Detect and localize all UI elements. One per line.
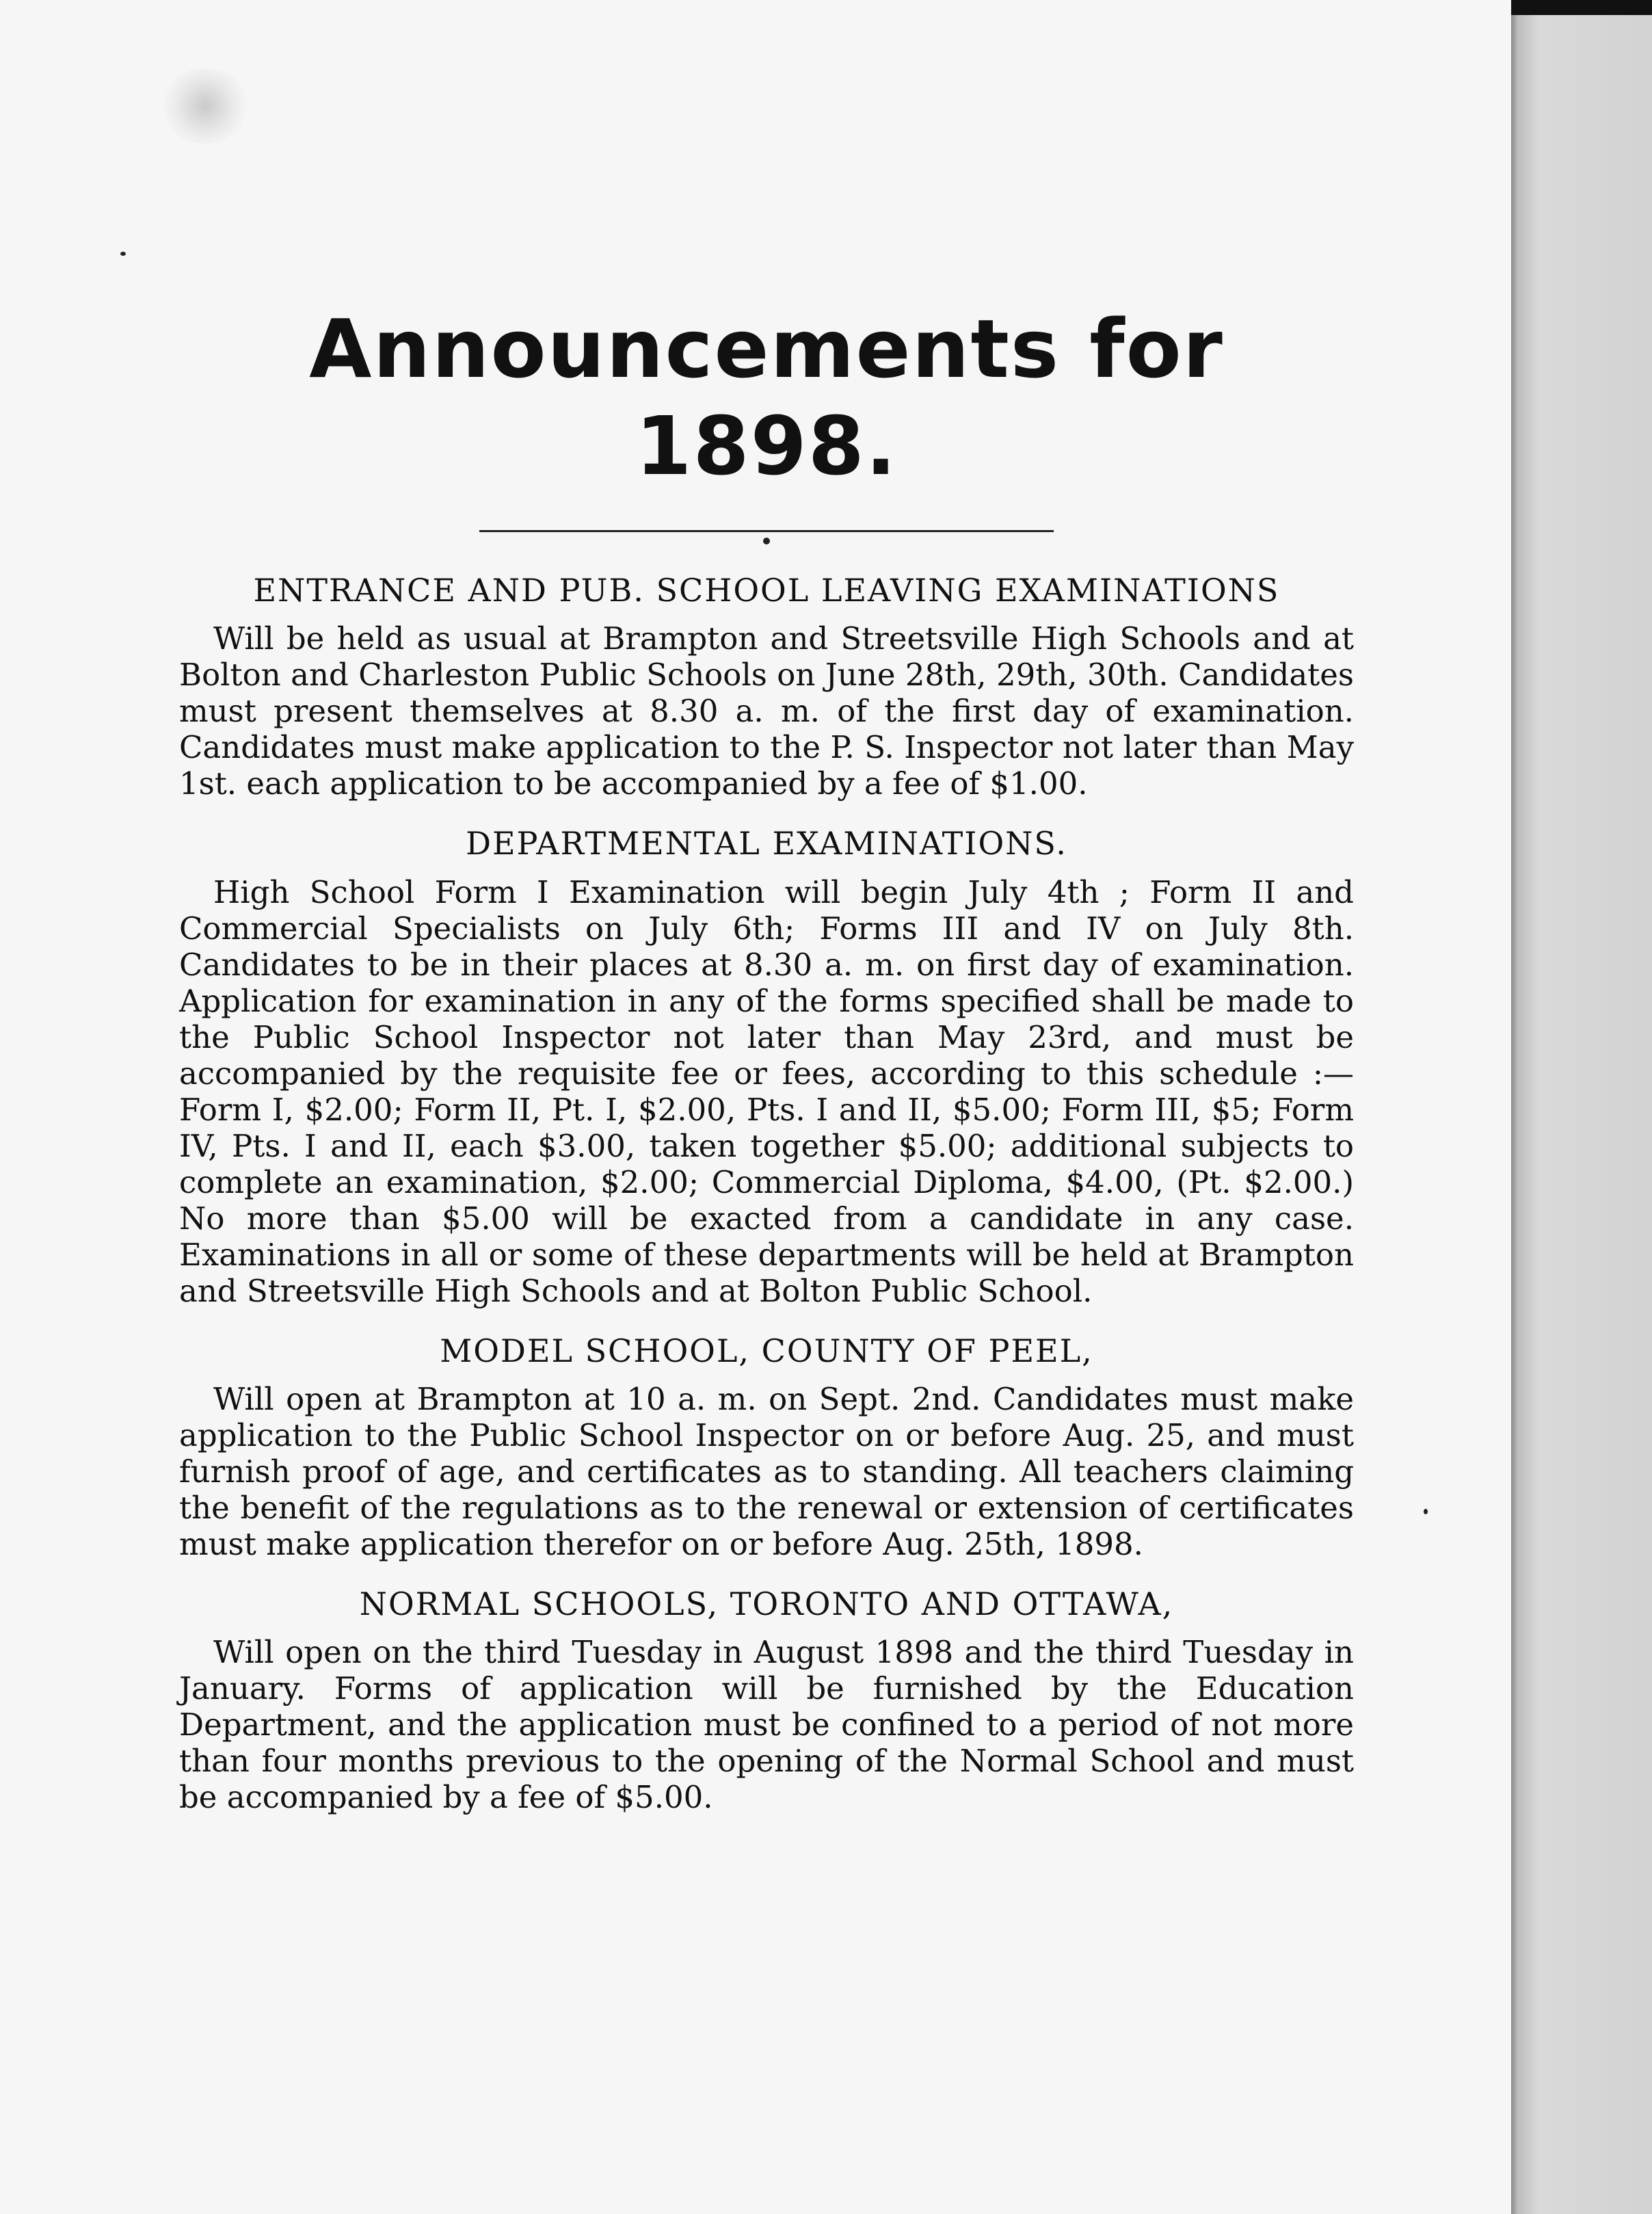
- section-body: High School Form I Examination will begin July 4th ; Form II and Commercial Specialists on July 6th; Forms III and IV on July 8th. Candidates to be in their places at 8.30 a. m. on first day of examination. Application for examination in any of the forms specified shall be made to the Public School Inspector not later than May 23rd, and must be accompanied by the requisite fee or fees, according to this schedule :—Form I, $2.00; Form II, Pt. I, $2.00, Pts. I and II, $5.00; Form III, $5; Form IV, Pts. I and II, each $3.00, taken together $5.00; additional subjects to complete an examination, $2.00; Commercial Diploma, $4.00, (Pt. $2.00.) No more than $5.00 will be exacted from a candidate in any case. Examinations in all or some of these departments will be held at Brampton and Streetsville High Schools and at Bolton Public School.: [179, 873, 1354, 1309]
- section-body: Will open on the third Tuesday in August 1898 and the third Tuesday in January. Forms of application will be furnished by the Education Department, and the application must be confined to a period of not more than four months previous to the opening of the Normal School and must be accompanied by a fee of $5.00.: [179, 1633, 1354, 1815]
- scan-border: [1511, 0, 1652, 15]
- section-entrance-exams: [179, 572, 1354, 802]
- paper-smudge: [157, 68, 253, 144]
- paper-speck: [1424, 1509, 1428, 1514]
- section-departmental-exams: [179, 825, 1354, 1308]
- section-heading: NORMAL SCHOOLS, TORONTO AND OTTAWA,: [359, 1585, 1174, 1622]
- title-divider: [479, 530, 1054, 532]
- page-title: Announcements for 1898.: [309, 302, 1224, 493]
- section-model-school: [179, 1332, 1354, 1562]
- section-heading: ENTRANCE AND PUB. SCHOOL LEAVING EXAMINATIONS: [253, 572, 1280, 609]
- section-body: Will be held as usual at Brampton and Streetsville High Schools and at Bolton and Charleston Public Schools on June 28th, 29th, 30th. Candidates must present themselves at 8.30 a. m. of the first day of examination. Candidates must make application to the P. S. Inspector not later than May 1st. each application to be accompanied by a fee of $1.00.: [179, 620, 1354, 802]
- divider-dot: [763, 538, 770, 544]
- document-content: [179, 301, 1354, 1839]
- section-heading: DEPARTMENTAL EXAMINATIONS.: [466, 825, 1067, 862]
- section-heading: MODEL SCHOOL, COUNTY OF PEEL,: [440, 1332, 1093, 1369]
- paper-speck: [120, 252, 126, 256]
- page-edge-shadow: [1511, 0, 1652, 2214]
- section-normal-schools: [179, 1585, 1354, 1815]
- section-body: Will open at Brampton at 10 a. m. on Sept. 2nd. Candidates must make application to the Public School Inspector on or before Aug. 25, and must furnish proof of age, and certificates as to standing. All teachers claiming the benefit of the regulations as to the renewal or extension of certificates must make application therefor on or before Aug. 25th, 1898.: [179, 1380, 1354, 1562]
